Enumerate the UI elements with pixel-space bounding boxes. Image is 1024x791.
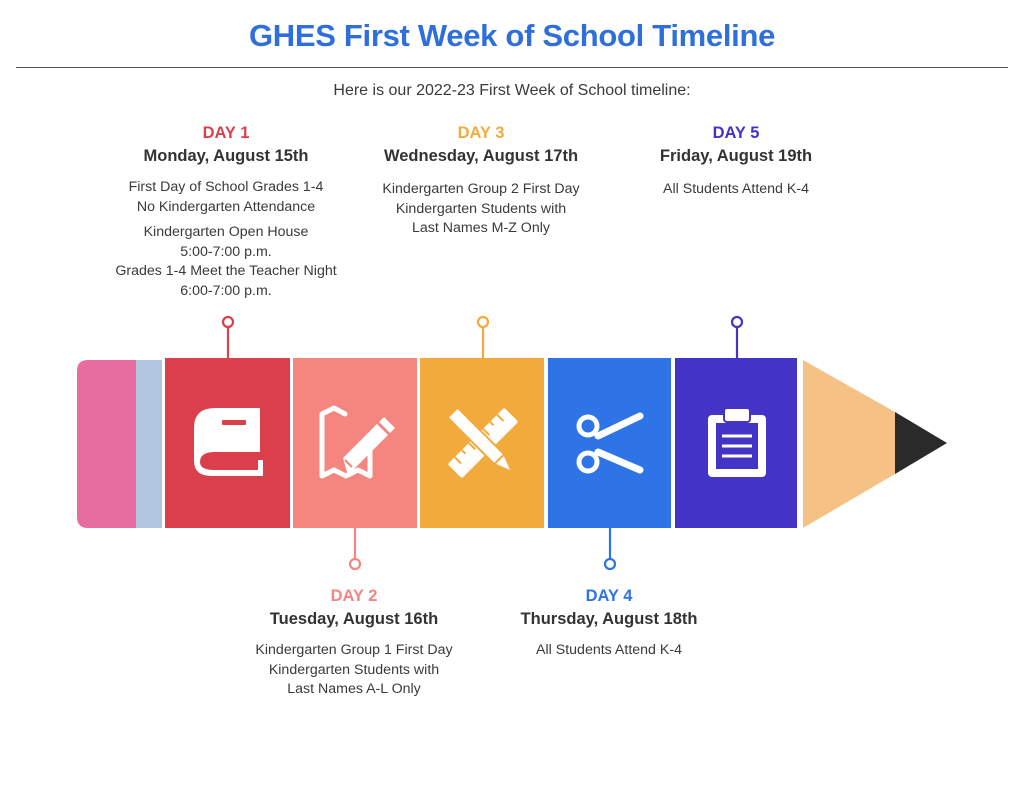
day-5-date: Friday, August 19th	[659, 147, 813, 165]
segment-day-2	[293, 358, 417, 528]
page-title: GHES First Week of School Timeline	[248, 18, 776, 53]
day-2-date: Tuesday, August 16th	[269, 610, 439, 628]
day-3-date: Wednesday, August 17th	[383, 147, 579, 165]
clipboard-icon	[708, 408, 766, 477]
day-3-label: DAY 3	[457, 124, 505, 142]
connector-day-2	[350, 528, 360, 569]
day-2-label: DAY 2	[330, 587, 378, 605]
day-1-note: 6:00-7:00 p.m.	[180, 282, 272, 299]
day-1-note: First Day of School Grades 1-4	[128, 179, 324, 195]
pencil-lead	[895, 412, 947, 474]
day-2-note: Kindergarten Students with	[268, 661, 440, 678]
day-4-label: DAY 4	[585, 587, 633, 605]
day-4-date: Thursday, August 18th	[520, 610, 698, 628]
day-2-note: Kindergarten Group 1 First Day	[255, 642, 453, 658]
day-3-note: Kindergarten Students with	[395, 200, 567, 217]
pencil-eraser	[77, 360, 136, 528]
day-1-note: 5:00-7:00 p.m.	[180, 243, 272, 260]
pencil-ferrule	[136, 360, 162, 528]
pencil-wood-tip	[803, 360, 895, 528]
day-3-note: Kindergarten Group 2 First Day	[382, 181, 580, 197]
day-1-note: No Kindergarten Attendance	[136, 198, 316, 215]
connector-day-3	[478, 317, 488, 358]
day-1-note: Grades 1-4 Meet the Teacher Night	[115, 263, 337, 279]
day-4-note: All Students Attend K-4	[536, 642, 682, 658]
day-1-label: DAY 1	[202, 124, 250, 142]
intro-text: Here is our 2022-23 First Week of School timeline:	[333, 82, 691, 99]
day-2-note: Last Names A-L Only	[287, 681, 421, 697]
day-5-note: All Students Attend K-4	[663, 181, 809, 197]
day-3-note: Last Names M-Z Only	[412, 220, 550, 236]
day-1-date: Monday, August 15th	[143, 147, 309, 165]
connector-day-5	[732, 317, 742, 358]
connector-day-1	[223, 317, 233, 358]
connector-day-4	[605, 528, 615, 569]
day-5-label: DAY 5	[712, 124, 760, 142]
day-1-note: Kindergarten Open House	[143, 224, 309, 240]
segment-day-4	[548, 358, 671, 528]
